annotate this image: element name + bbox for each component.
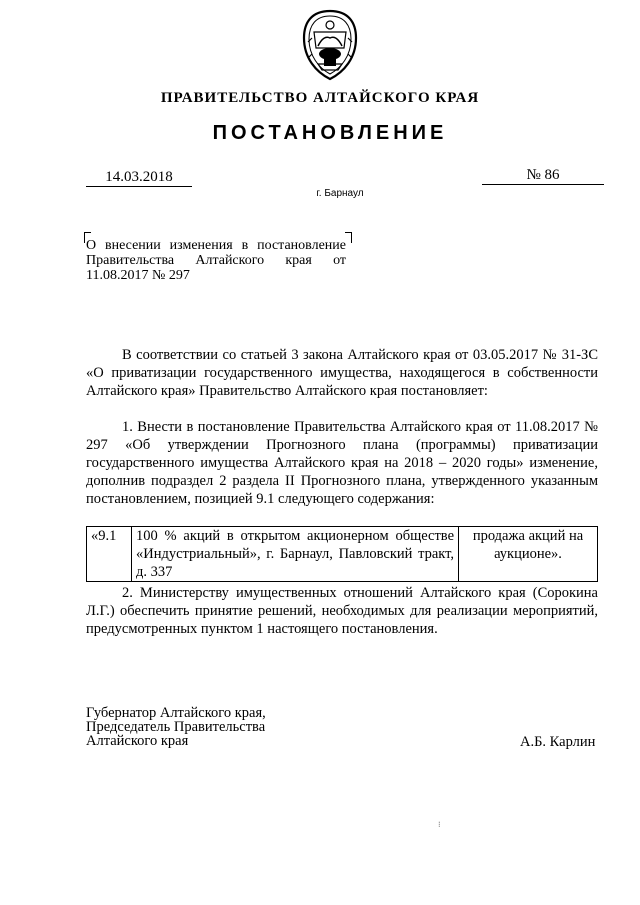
corner-bracket-right xyxy=(345,232,352,243)
document-number: № 86 xyxy=(482,166,604,185)
preamble-paragraph: В соответствии со статьей 3 закона Алтайского края от 03.05.2017 № 31-ЗС «О приватизации государственного имущества, находящегося в собственности Алтайского края» Правительство Алтайского края постановляет: xyxy=(86,347,598,399)
document-type-title: ПОСТАНОВЛЕНИЕ xyxy=(212,122,448,144)
document-city: г. Барнаул xyxy=(316,188,364,199)
signatory-title-line: Губернатор Алтайского края, xyxy=(86,705,266,721)
subject-block xyxy=(86,232,358,283)
amendment-table xyxy=(86,526,598,582)
government-name: ПРАВИТЕЛЬСТВО АЛТАЙСКОГО КРАЯ xyxy=(160,90,480,106)
position-number-cell: «9.1 xyxy=(87,527,132,582)
corner-bracket-left xyxy=(84,232,91,243)
scan-artifact: ⁝ xyxy=(438,820,441,829)
property-description-cell: 100 % акций в открытом акционерном обществе «Индустриальный», г. Барнаул, Павловский тракт, д. 337 xyxy=(132,527,459,582)
coat-of-arms-emblem xyxy=(298,8,362,82)
signatory-title-line: Председатель Правительства xyxy=(86,719,266,735)
signatory-title-line: Алтайского края xyxy=(86,733,189,749)
table-row xyxy=(87,527,598,582)
signatory-title xyxy=(86,706,266,748)
document-date: 14.03.2018 xyxy=(86,168,192,187)
document-subject: О внесении изменения в постановление Правительства Алтайского края от 11.08.2017 № 297 xyxy=(86,238,346,283)
item-2-paragraph: 2. Министерству имущественных отношений Алтайского края (Сорокина Л.Г.) обеспечить принятие решений, необходимых для реализации мероприятий, предусмотренных пунктом 1 настоящего постановления. xyxy=(86,585,598,637)
privatization-method-cell: продажа акций на аукционе». xyxy=(459,527,598,582)
item-1-paragraph: 1. Внести в постановление Правительства Алтайского края от 11.08.2017 № 297 «Об утверждении Прогнозного плана (программы) приватизации государственного имущества Алтайского края на 2018 – 2020 годы» изменение, дополнив подраздел 2 раздела II Прогнозного плана, утвержденного указанным постановлением, позицией 9.1 следующего содержания: xyxy=(86,419,598,507)
signatory-name: А.Б. Карлин xyxy=(520,734,596,750)
